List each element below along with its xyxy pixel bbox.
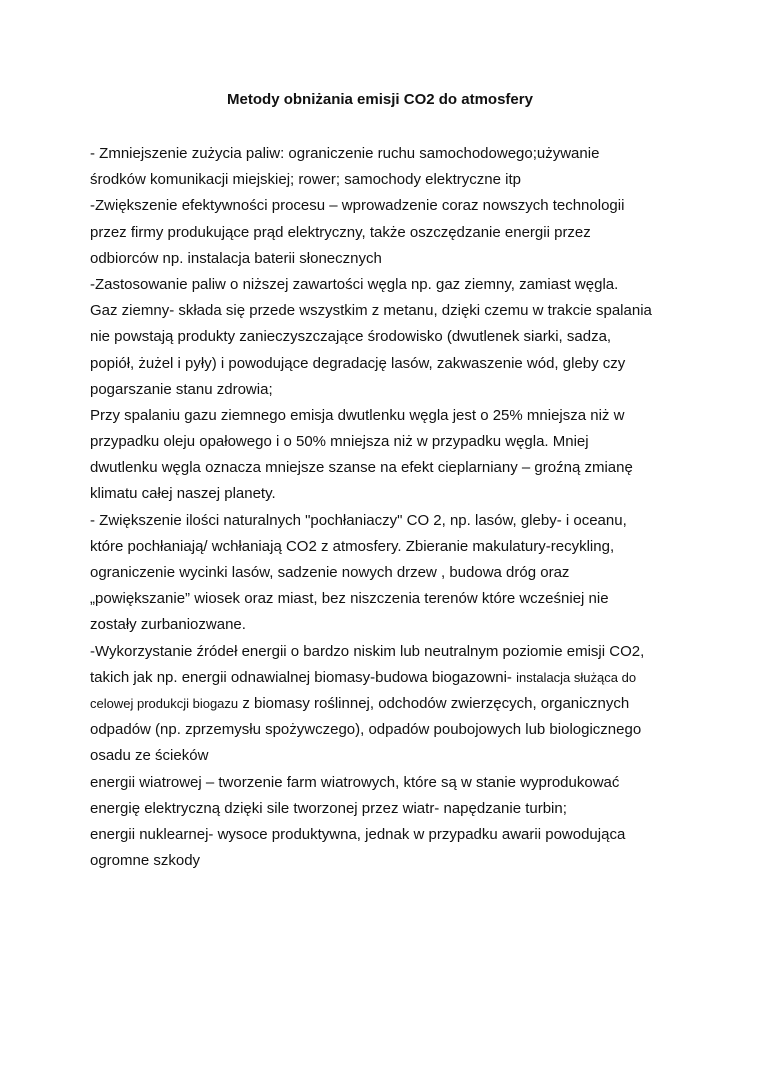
text-line: popiół, żużel i pyły) i powodujące degradację lasów, zakwaszenie wód, gleby czy	[90, 354, 626, 372]
text-line: zostały zurbaniozwane.	[90, 616, 246, 634]
text-line: klimatu całej naszej planety.	[90, 485, 276, 503]
text-segment-small: celowej produkcji biogazu	[90, 695, 239, 711]
text-line: energię elektryczną dzięki sile tworzonej przez wiatr- napędzanie turbin;	[90, 799, 567, 817]
text-line: osadu ze ścieków	[90, 747, 209, 765]
text-line: przez firmy produkujące prąd elektryczny, także oszczędzanie energii przez	[90, 223, 591, 241]
text-line: odbiorców np. instalacja baterii słonecznych	[90, 249, 382, 267]
text-line: -Zwiększenie efektywności procesu – wprowadzenie coraz nowszych technologii	[90, 197, 625, 215]
text-segment: takich jak np. energii odnawialnej biomasy-budowa biogazowni-	[90, 668, 517, 686]
text-line-mixed	[90, 691, 680, 717]
text-line: które pochłaniają/ wchłaniają CO2 z atmosfery. Zbieranie makulatury-recykling,	[90, 537, 615, 555]
text-line: -Zastosowanie paliw o niższej zawartości węgla np. gaz ziemny, zamiast węgla.	[90, 275, 619, 293]
text-line: ograniczenie wycinki lasów, sadzenie nowych drzew , budowa dróg oraz	[90, 564, 570, 581]
text-line: odpadów (np. zprzemysłu spożywczego), odpadów poubojowych lub biologicznego	[90, 721, 642, 739]
document-body	[90, 141, 680, 874]
text-line-mixed	[90, 665, 680, 691]
text-line: przypadku oleju opałowego i o 50% mniejsza niż w przypadku węgla. Mniej	[90, 433, 589, 451]
text-line: - Zwiększenie ilości naturalnych "pochłaniaczy" CO 2, np. lasów, gleby- i oceanu,	[90, 511, 627, 529]
text-line: pogarszanie stanu zdrowia;	[90, 380, 273, 398]
text-segment-small: instalacja służąca do	[516, 669, 637, 685]
text-line: energii wiatrowej – tworzenie farm wiatrowych, które są w stanie wyprodukować	[90, 773, 620, 791]
text-line: nie powstają produkty zanieczyszczające środowisko (dwutlenek siarki, sadza,	[90, 328, 612, 346]
text-line: „powiększanie” wiosek oraz miast, bez niszczenia terenów które wcześniej nie	[90, 590, 609, 608]
document-title: Metody obniżania emisji CO2 do atmosfery	[227, 91, 533, 108]
text-line: energii nuklearnej- wysoce produktywna, jednak w przypadku awarii powodująca	[90, 825, 626, 843]
text-line: dwutlenku węgla oznacza mniejsze szanse na efekt cieplarniany – groźną zmianę	[90, 459, 633, 477]
text-line: ogromne szkody	[90, 852, 201, 870]
text-line: - Zmniejszenie zużycia paliw: ograniczenie ruchu samochodowego;używanie	[90, 145, 600, 162]
text-segment: z biomasy roślinnej, odchodów zwierzęcych, organicznych	[238, 694, 630, 712]
text-line: Gaz ziemny- składa się przede wszystkim z metanu, dzięki czemu w trakcie spalania	[90, 302, 652, 320]
text-line: Przy spalaniu gazu ziemnego emisja dwutlenku węgla jest o 25% mniejsza niż w	[90, 406, 625, 424]
text-line: -Wykorzystanie źródeł energii o bardzo niskim lub neutralnym poziomie emisji CO2,	[90, 642, 645, 660]
text-line: środków komunikacji miejskiej; rower; samochody elektryczne itp	[90, 171, 521, 189]
